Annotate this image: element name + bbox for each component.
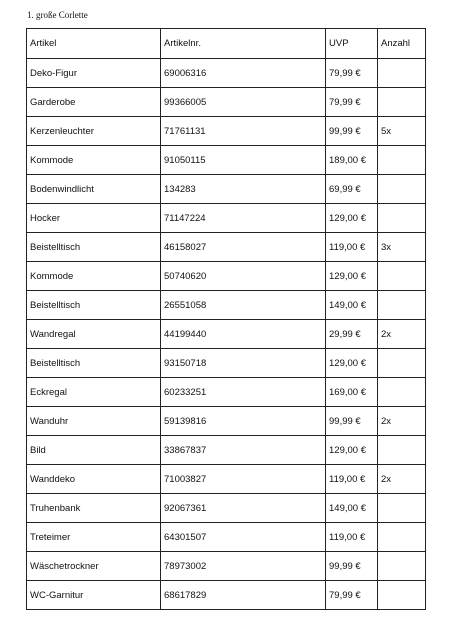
cell-anzahl xyxy=(378,349,426,378)
cell-artikelnr: 99366005 xyxy=(161,88,326,117)
cell-artikelnr: 71147224 xyxy=(161,204,326,233)
cell-artikelnr: 60233251 xyxy=(161,378,326,407)
table-row xyxy=(27,320,426,349)
table-row xyxy=(27,552,426,581)
cell-artikelnr: 33867837 xyxy=(161,436,326,465)
cell-uvp: 129,00 € xyxy=(326,262,378,291)
cell-anzahl xyxy=(378,88,426,117)
cell-artikel: Kommode xyxy=(27,262,161,291)
cell-artikelnr: 50740620 xyxy=(161,262,326,291)
cell-uvp: 79,99 € xyxy=(326,59,378,88)
cell-artikel: WC-Garnitur xyxy=(27,581,161,610)
cell-anzahl: 2x xyxy=(378,407,426,436)
cell-artikelnr: 93150718 xyxy=(161,349,326,378)
header-artikelnr: Artikelnr. xyxy=(161,29,326,59)
cell-anzahl xyxy=(378,146,426,175)
cell-artikel: Bodenwindlicht xyxy=(27,175,161,204)
cell-artikel: Eckregal xyxy=(27,378,161,407)
cell-artikel: Wandregal xyxy=(27,320,161,349)
table-row xyxy=(27,262,426,291)
table-row xyxy=(27,175,426,204)
cell-artikel: Wäschetrockner xyxy=(27,552,161,581)
cell-artikelnr: 71003827 xyxy=(161,465,326,494)
header-anzahl: Anzahl xyxy=(378,29,426,59)
cell-uvp: 99,99 € xyxy=(326,117,378,146)
table-row xyxy=(27,378,426,407)
cell-anzahl: 2x xyxy=(378,465,426,494)
cell-artikelnr: 69006316 xyxy=(161,59,326,88)
cell-artikelnr: 26551058 xyxy=(161,291,326,320)
cell-anzahl xyxy=(378,262,426,291)
cell-artikel: Beistelltisch xyxy=(27,349,161,378)
table-row xyxy=(27,494,426,523)
cell-artikelnr: 91050115 xyxy=(161,146,326,175)
cell-artikel: Wanddeko xyxy=(27,465,161,494)
cell-artikel: Treteimer xyxy=(27,523,161,552)
cell-artikel: Bild xyxy=(27,436,161,465)
cell-anzahl: 5x xyxy=(378,117,426,146)
cell-artikel: Kerzenleuchter xyxy=(27,117,161,146)
cell-artikelnr: 46158027 xyxy=(161,233,326,262)
cell-uvp: 29,99 € xyxy=(326,320,378,349)
cell-uvp: 79,99 € xyxy=(326,88,378,117)
cell-uvp: 149,00 € xyxy=(326,494,378,523)
article-table xyxy=(26,28,426,610)
page-heading: 1. große Corlette xyxy=(27,10,88,20)
cell-uvp: 189,00 € xyxy=(326,146,378,175)
table-row xyxy=(27,88,426,117)
cell-anzahl xyxy=(378,291,426,320)
table-row xyxy=(27,523,426,552)
cell-uvp: 69,99 € xyxy=(326,175,378,204)
cell-artikelnr: 71761131 xyxy=(161,117,326,146)
cell-anzahl xyxy=(378,175,426,204)
table-row xyxy=(27,59,426,88)
cell-uvp: 119,00 € xyxy=(326,523,378,552)
cell-artikelnr: 78973002 xyxy=(161,552,326,581)
cell-artikelnr: 68617829 xyxy=(161,581,326,610)
cell-anzahl xyxy=(378,581,426,610)
cell-uvp: 149,00 € xyxy=(326,291,378,320)
cell-uvp: 79,99 € xyxy=(326,581,378,610)
cell-anzahl xyxy=(378,204,426,233)
table-row xyxy=(27,291,426,320)
table-row xyxy=(27,233,426,262)
cell-uvp: 129,00 € xyxy=(326,436,378,465)
cell-uvp: 99,99 € xyxy=(326,552,378,581)
cell-artikelnr: 59139816 xyxy=(161,407,326,436)
table-row xyxy=(27,407,426,436)
cell-anzahl xyxy=(378,523,426,552)
header-uvp: UVP xyxy=(326,29,378,59)
cell-artikel: Deko-Figur xyxy=(27,59,161,88)
cell-anzahl xyxy=(378,552,426,581)
cell-artikel: Beistelltisch xyxy=(27,291,161,320)
cell-artikel: Kommode xyxy=(27,146,161,175)
table-header-row xyxy=(27,29,426,59)
cell-anzahl xyxy=(378,436,426,465)
cell-anzahl: 3x xyxy=(378,233,426,262)
cell-uvp: 119,00 € xyxy=(326,233,378,262)
cell-anzahl: 2x xyxy=(378,320,426,349)
cell-uvp: 129,00 € xyxy=(326,349,378,378)
cell-uvp: 129,00 € xyxy=(326,204,378,233)
table-row xyxy=(27,349,426,378)
cell-anzahl xyxy=(378,59,426,88)
cell-artikelnr: 92067361 xyxy=(161,494,326,523)
cell-artikel: Truhenbank xyxy=(27,494,161,523)
cell-artikelnr: 134283 xyxy=(161,175,326,204)
table-row xyxy=(27,436,426,465)
cell-uvp: 99,99 € xyxy=(326,407,378,436)
table-row xyxy=(27,117,426,146)
cell-uvp: 169,00 € xyxy=(326,378,378,407)
table-row xyxy=(27,204,426,233)
cell-artikel: Hocker xyxy=(27,204,161,233)
cell-artikelnr: 44199440 xyxy=(161,320,326,349)
cell-anzahl xyxy=(378,378,426,407)
header-artikel: Artikel xyxy=(27,29,161,59)
cell-anzahl xyxy=(378,494,426,523)
table-row xyxy=(27,581,426,610)
cell-artikel: Wanduhr xyxy=(27,407,161,436)
cell-artikel: Beistelltisch xyxy=(27,233,161,262)
table-row xyxy=(27,465,426,494)
cell-artikelnr: 64301507 xyxy=(161,523,326,552)
cell-artikel: Garderobe xyxy=(27,88,161,117)
table-row xyxy=(27,146,426,175)
cell-uvp: 119,00 € xyxy=(326,465,378,494)
